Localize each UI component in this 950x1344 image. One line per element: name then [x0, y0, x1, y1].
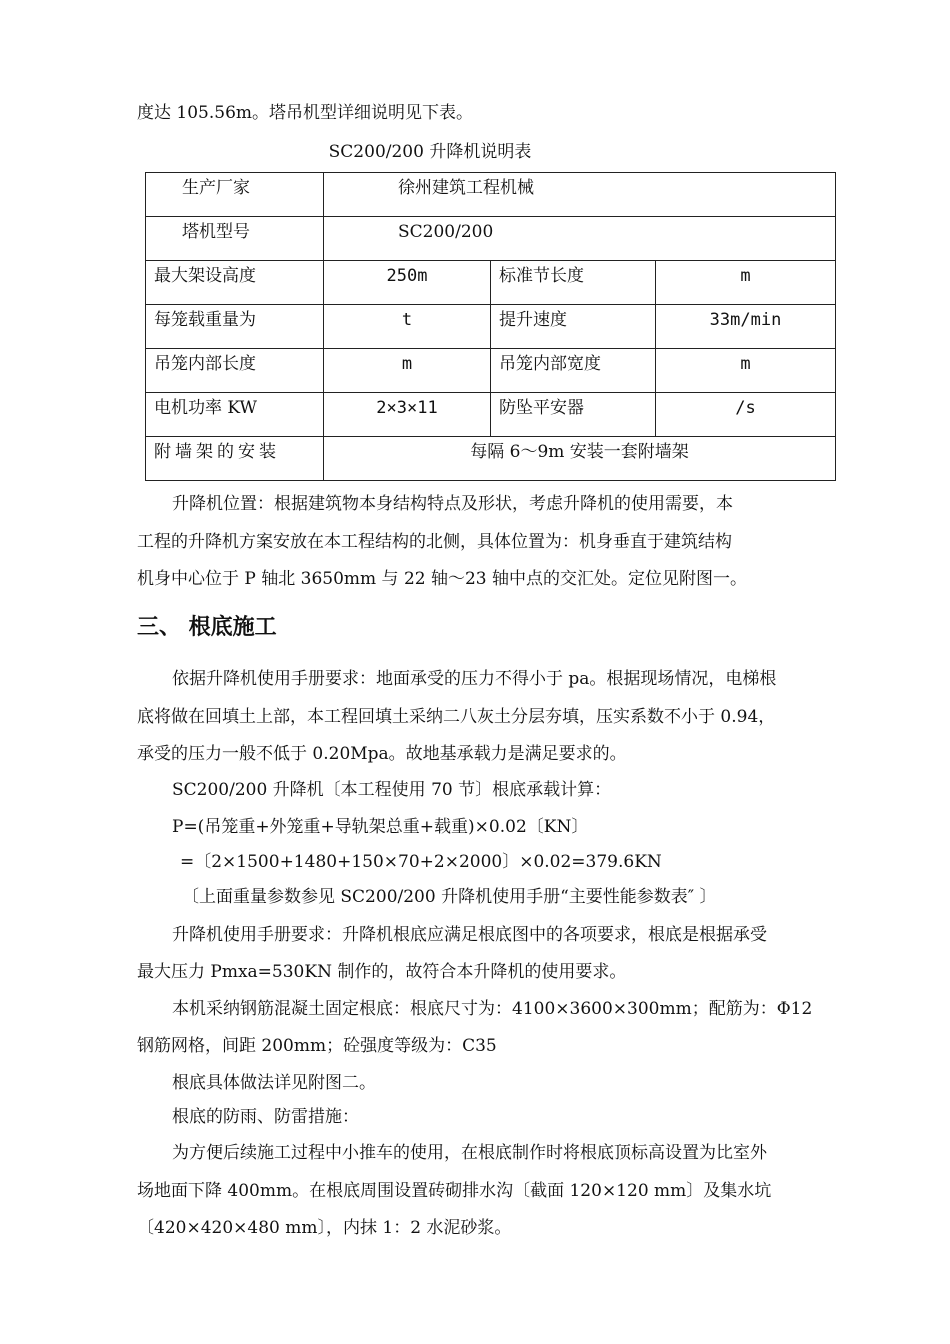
table-row — [146, 437, 836, 481]
table-row — [146, 305, 836, 349]
cell-label: 提升速度 — [491, 305, 656, 349]
cell-value: 33m/min — [656, 305, 836, 349]
position-line-3: 机身中心位于 P 轴北 3650mm 与 22 轴～23 轴中点的交汇处。定位见附图一。 — [137, 569, 748, 589]
cell-value: 2×3×11 — [324, 393, 491, 437]
wall-value: 每隔 6～9m 安装一套附墙架 — [324, 437, 836, 481]
table-caption: SC200/200 升降机说明表 — [328, 142, 532, 162]
cell-label: 防坠平安器 — [491, 393, 656, 437]
position-line-1: 升降机位置：根据建筑物本身结构特点及形状，考虑升降机的使用需要，本 — [172, 494, 733, 514]
table-row — [146, 349, 836, 393]
cell-value: /s — [656, 393, 836, 437]
table-row — [146, 261, 836, 305]
cell-value: m — [324, 349, 491, 393]
formula-line: P=(吊笼重+外笼重+导轨架总重+载重)×0.02〔KN〕 — [172, 817, 589, 837]
spec-table — [145, 172, 836, 481]
cell-label: 标准节长度 — [491, 261, 656, 305]
body-line: 钢筋网格，间距 200mm；砼强度等级为：C35 — [137, 1036, 497, 1056]
cell-value: t — [324, 305, 491, 349]
section-title: 三、 根底施工 — [137, 615, 277, 640]
formula-line: =〔2×1500+1480+150×70+2×2000〕×0.02=379.6KN — [180, 852, 662, 872]
body-line: SC200/200 升降机〔本工程使用 70 节〕根底承载计算： — [172, 780, 612, 800]
cell-label: 吊笼内部宽度 — [491, 349, 656, 393]
body-line: 为方便后续施工过程中小推车的使用，在根底制作时将根底顶标高设置为比室外 — [172, 1143, 767, 1163]
cell-value: m — [656, 349, 836, 393]
table-row — [146, 173, 836, 217]
body-line: 承受的压力一般不低于 0.20Mpa。故地基承载力是满足要求的。 — [137, 744, 627, 764]
cell-value: 250m — [324, 261, 491, 305]
body-line: 〔420×420×480 mm〕，内抹 1：2 水泥砂浆。 — [137, 1218, 512, 1238]
model-value: SC200/200 — [324, 217, 836, 261]
table-row — [146, 217, 836, 261]
cell-value: m — [656, 261, 836, 305]
cell-label: 每笼载重量为 — [146, 305, 324, 349]
manufacturer-label: 生产厂家 — [146, 173, 324, 217]
position-line-2: 工程的升降机方案安放在本工程结构的北侧，具体位置为：机身垂直于建筑结构 — [137, 532, 732, 552]
table-row — [146, 393, 836, 437]
body-line: 依据升降机使用手册要求：地面承受的压力不得小于 pa。根据现场情况，电梯根 — [172, 669, 777, 689]
model-label: 塔机型号 — [146, 217, 324, 261]
note-line: 〔上面重量参数参见 SC200/200 升降机使用手册“主要性能参数表″ 〕 — [182, 887, 717, 907]
body-line: 根底具体做法详见附图二。 — [172, 1073, 376, 1093]
cell-label: 电机功率 KW — [146, 393, 324, 437]
intro-line: 度达 105.56m。塔吊机型详细说明见下表。 — [137, 103, 474, 123]
body-line: 升降机使用手册要求：升降机根底应满足根底图中的各项要求，根底是根据承受 — [172, 925, 767, 945]
body-line: 底将做在回填土上部，本工程回填土采纳二八灰土分层夯填，压实系数不小于 0.94， — [137, 707, 776, 727]
body-line: 根底的防雨、防雷措施： — [172, 1107, 359, 1127]
cell-label: 吊笼内部长度 — [146, 349, 324, 393]
body-line: 本机采纳钢筋混凝土固定根底：根底尺寸为：4100×3600×300mm；配筋为：Φ12 — [172, 999, 813, 1019]
body-line: 最大压力 Pmxa=530KN 制作的，故符合本升降机的使用要求。 — [137, 962, 627, 982]
manufacturer-value: 徐州建筑工程机械 — [324, 173, 836, 217]
cell-label: 最大架设高度 — [146, 261, 324, 305]
wall-label: 附墙架的安装 — [146, 437, 324, 481]
body-line: 场地面下降 400mm。在根底周围设置砖砌排水沟〔截面 120×120 mm〕及集水坑 — [137, 1181, 772, 1201]
